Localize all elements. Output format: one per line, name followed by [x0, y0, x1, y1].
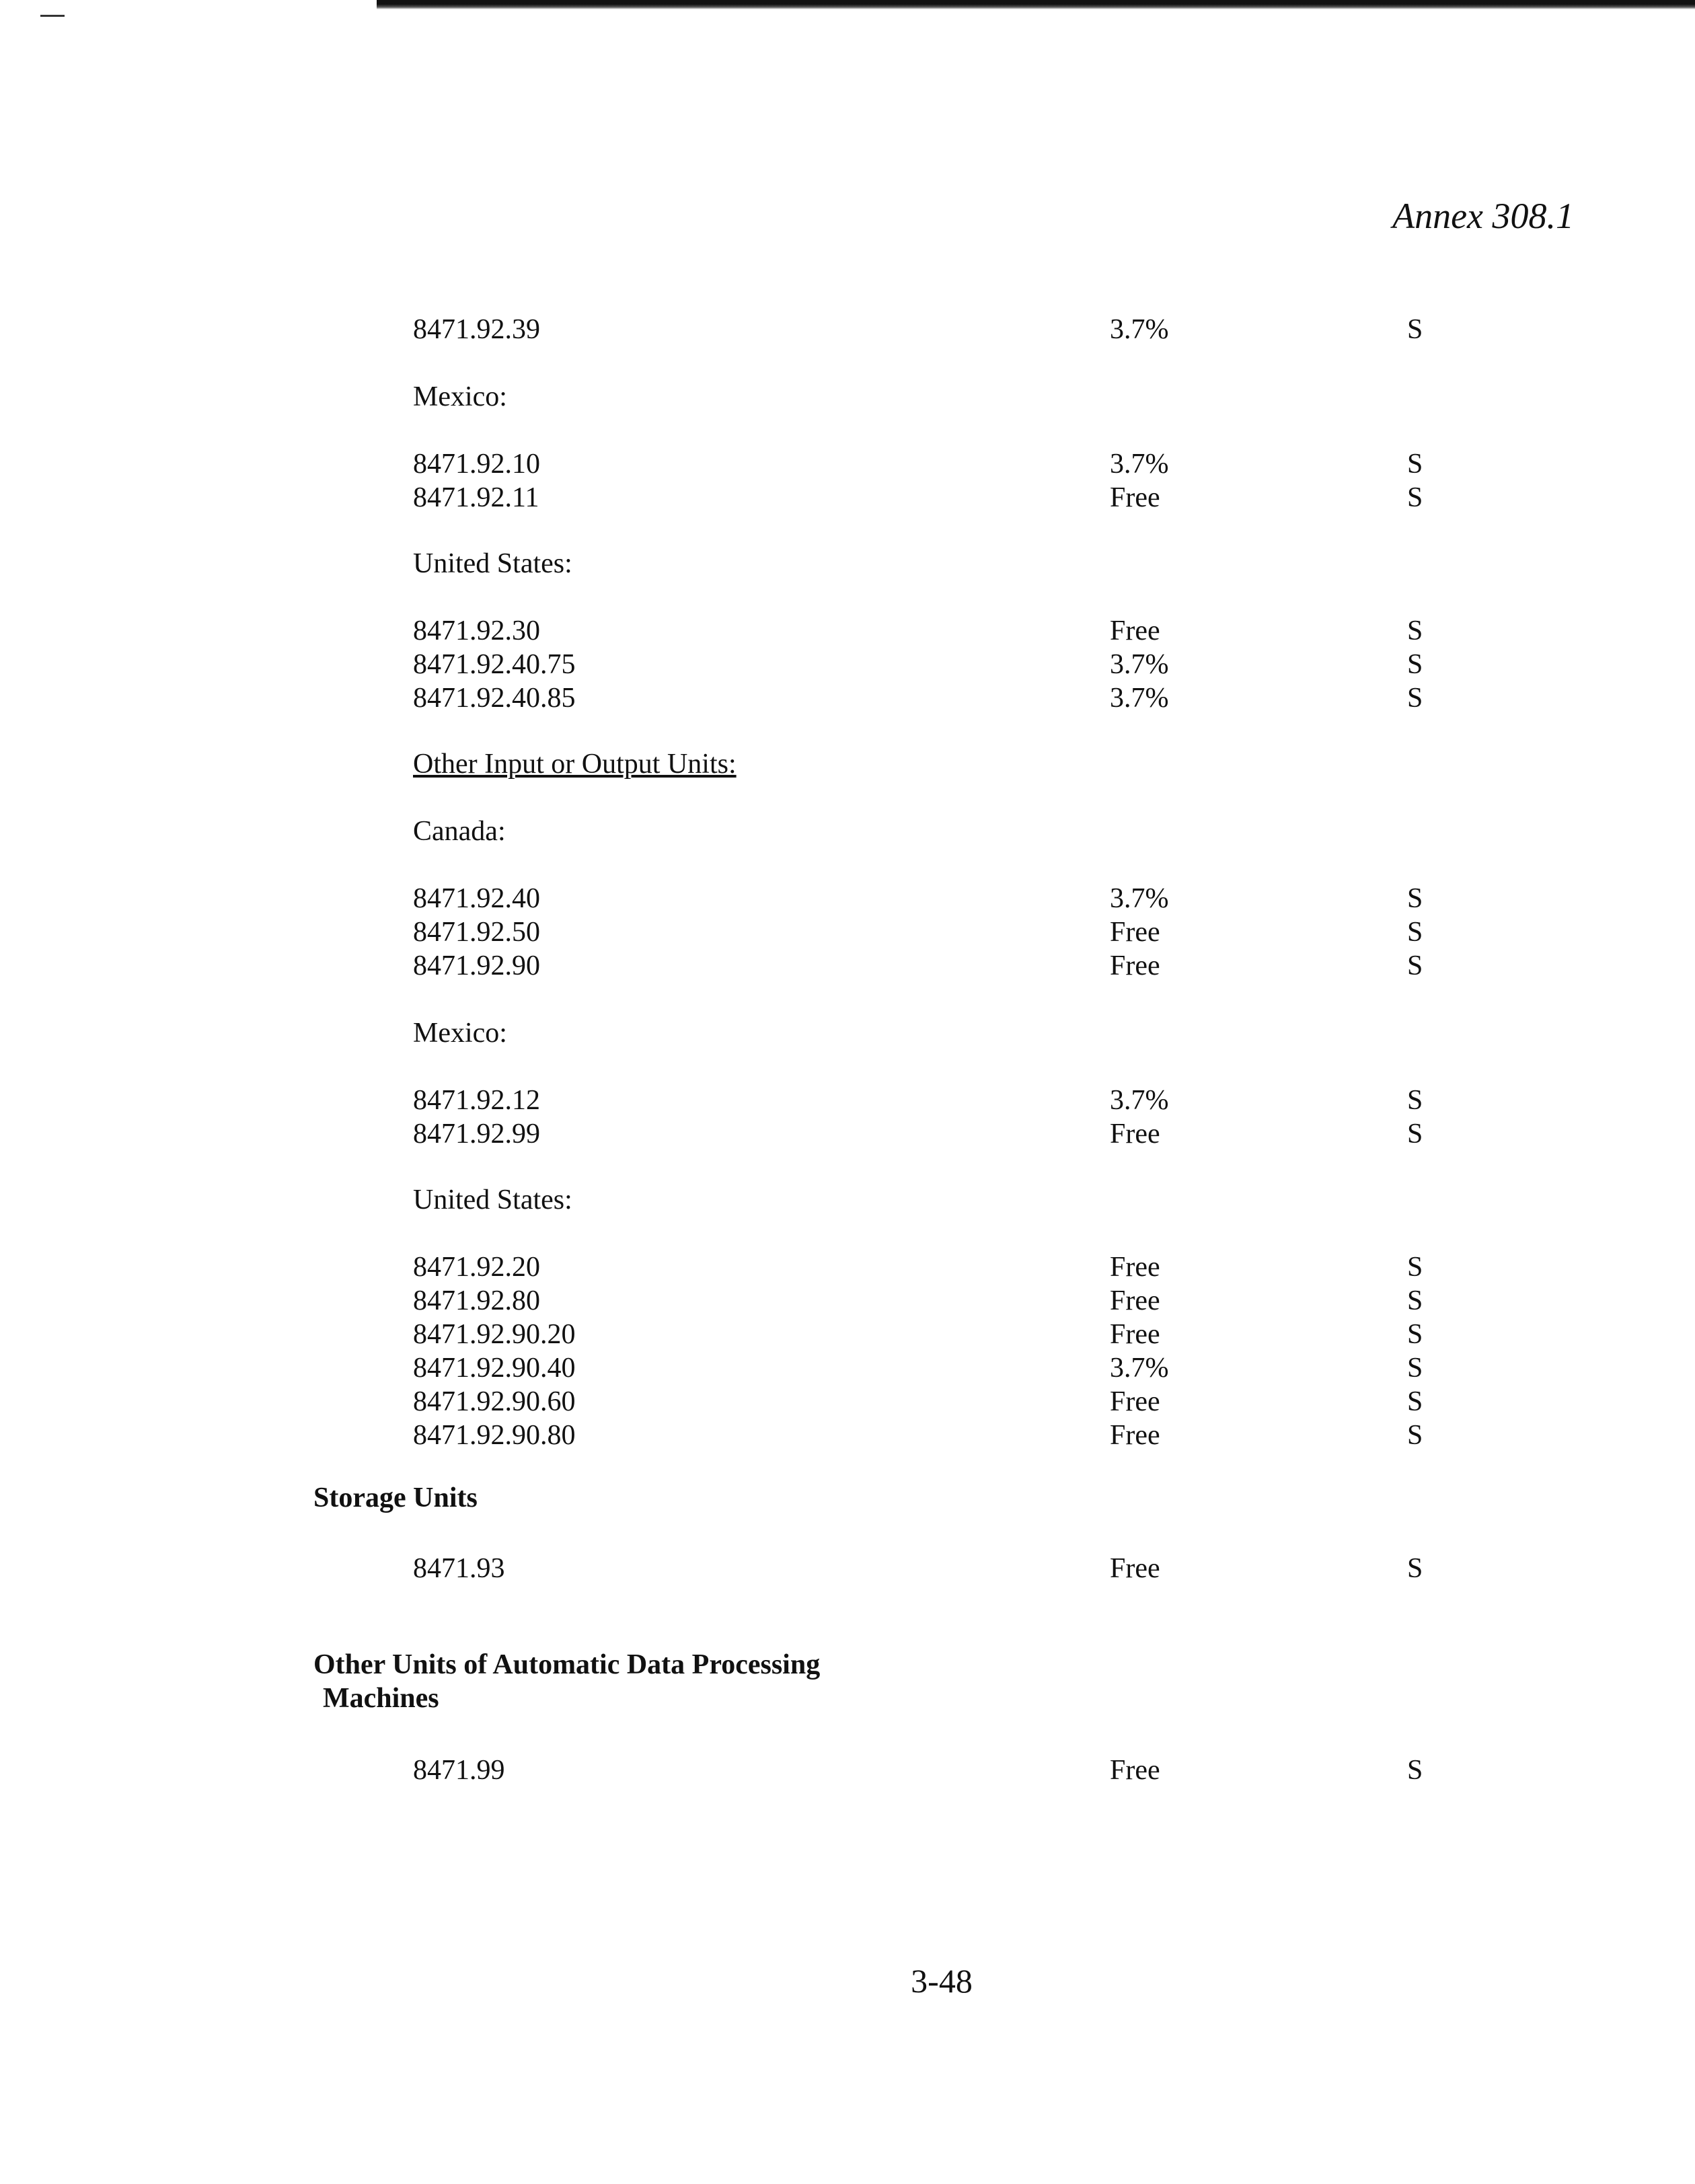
- base-rate: 3.7%: [1110, 683, 1169, 714]
- tariff-row: [0, 1419, 1695, 1460]
- country-heading-canada: Canada:: [413, 816, 506, 847]
- tariff-code: 8471.92.99: [413, 1119, 540, 1150]
- base-rate: 3.7%: [1110, 649, 1169, 680]
- tariff-row: [0, 1552, 1695, 1593]
- base-rate: 3.7%: [1110, 1085, 1169, 1116]
- tariff-row: [0, 1118, 1695, 1158]
- staging-category: S: [1407, 1119, 1423, 1150]
- tariff-code: 8471.92.10: [413, 449, 540, 480]
- section-heading-storage-units: [313, 1481, 478, 1515]
- tariff-row: [0, 482, 1695, 522]
- base-rate: 3.7%: [1110, 449, 1169, 480]
- country-heading-mexico: Mexico:: [413, 381, 507, 412]
- tariff-code: 8471.92.90.20: [413, 1319, 576, 1350]
- staging-category: S: [1407, 1553, 1423, 1584]
- section-heading-line2: Machines: [323, 1683, 439, 1714]
- base-rate: Free: [1110, 615, 1160, 646]
- staging-category: S: [1407, 482, 1423, 513]
- base-rate: Free: [1110, 1285, 1160, 1316]
- section-heading-line1: Other Units of Automatic Data Processing: [313, 1649, 821, 1680]
- staging-category: S: [1407, 917, 1423, 948]
- base-rate: Free: [1110, 917, 1160, 948]
- base-rate: 3.7%: [1110, 314, 1169, 345]
- staging-category: S: [1407, 1755, 1423, 1786]
- section-heading-other-units: [313, 1648, 820, 1715]
- tariff-code: 8471.92.11: [413, 482, 539, 513]
- tariff-row: [0, 950, 1695, 990]
- tariff-code: 8471.92.20: [413, 1252, 540, 1283]
- staging-category: S: [1407, 314, 1423, 345]
- staging-category: S: [1407, 649, 1423, 680]
- page-top-edge-line: [377, 0, 1695, 9]
- tariff-code: 8471.92.50: [413, 917, 540, 948]
- country-heading-mexico: Mexico:: [413, 1018, 507, 1049]
- country-heading-united-states: United States:: [413, 1184, 572, 1215]
- staging-category: S: [1407, 1285, 1423, 1316]
- staging-category: S: [1407, 615, 1423, 646]
- base-rate: 3.7%: [1110, 1353, 1169, 1384]
- tariff-code: 8471.92.12: [413, 1085, 540, 1116]
- staging-category: S: [1407, 1420, 1423, 1451]
- base-rate: Free: [1110, 1553, 1160, 1584]
- country-heading-united-states: United States:: [413, 548, 572, 579]
- tariff-code: 8471.92.90.80: [413, 1420, 576, 1451]
- base-rate: Free: [1110, 482, 1160, 513]
- tariff-code: 8471.92.40.75: [413, 649, 576, 680]
- tariff-code: 8471.93: [413, 1553, 505, 1584]
- tariff-code: 8471.92.90: [413, 950, 540, 981]
- category-heading-other-io-units: Other Input or Output Units:: [413, 749, 737, 780]
- base-rate: 3.7%: [1110, 883, 1169, 914]
- tariff-code: 8471.92.39: [413, 314, 540, 345]
- tariff-row: [0, 1754, 1695, 1795]
- annex-header: Annex 308.1: [1392, 196, 1574, 236]
- staging-category: S: [1407, 950, 1423, 981]
- base-rate: Free: [1110, 1386, 1160, 1417]
- staging-category: S: [1407, 1085, 1423, 1116]
- section-heading-text: Storage Units: [313, 1482, 478, 1513]
- staging-category: S: [1407, 1319, 1423, 1350]
- tariff-code: 8471.92.90.60: [413, 1386, 576, 1417]
- base-rate: Free: [1110, 1119, 1160, 1150]
- base-rate: Free: [1110, 1319, 1160, 1350]
- base-rate: Free: [1110, 950, 1160, 981]
- tariff-code: 8471.92.40: [413, 883, 540, 914]
- tariff-code: 8471.92.80: [413, 1285, 540, 1316]
- staging-category: S: [1407, 683, 1423, 714]
- tariff-code: 8471.92.30: [413, 615, 540, 646]
- tariff-row: [0, 313, 1695, 354]
- base-rate: Free: [1110, 1755, 1160, 1786]
- staging-category: S: [1407, 1386, 1423, 1417]
- base-rate: Free: [1110, 1252, 1160, 1283]
- tariff-row: [0, 682, 1695, 722]
- staging-category: S: [1407, 1252, 1423, 1283]
- tariff-code: 8471.92.90.40: [413, 1353, 576, 1384]
- staging-category: S: [1407, 1353, 1423, 1384]
- tariff-code: 8471.99: [413, 1755, 505, 1786]
- base-rate: Free: [1110, 1420, 1160, 1451]
- staging-category: S: [1407, 883, 1423, 914]
- page-number: 3-48: [911, 1962, 973, 2000]
- staging-category: S: [1407, 449, 1423, 480]
- tariff-code: 8471.92.40.85: [413, 683, 576, 714]
- corner-mark: [40, 15, 65, 17]
